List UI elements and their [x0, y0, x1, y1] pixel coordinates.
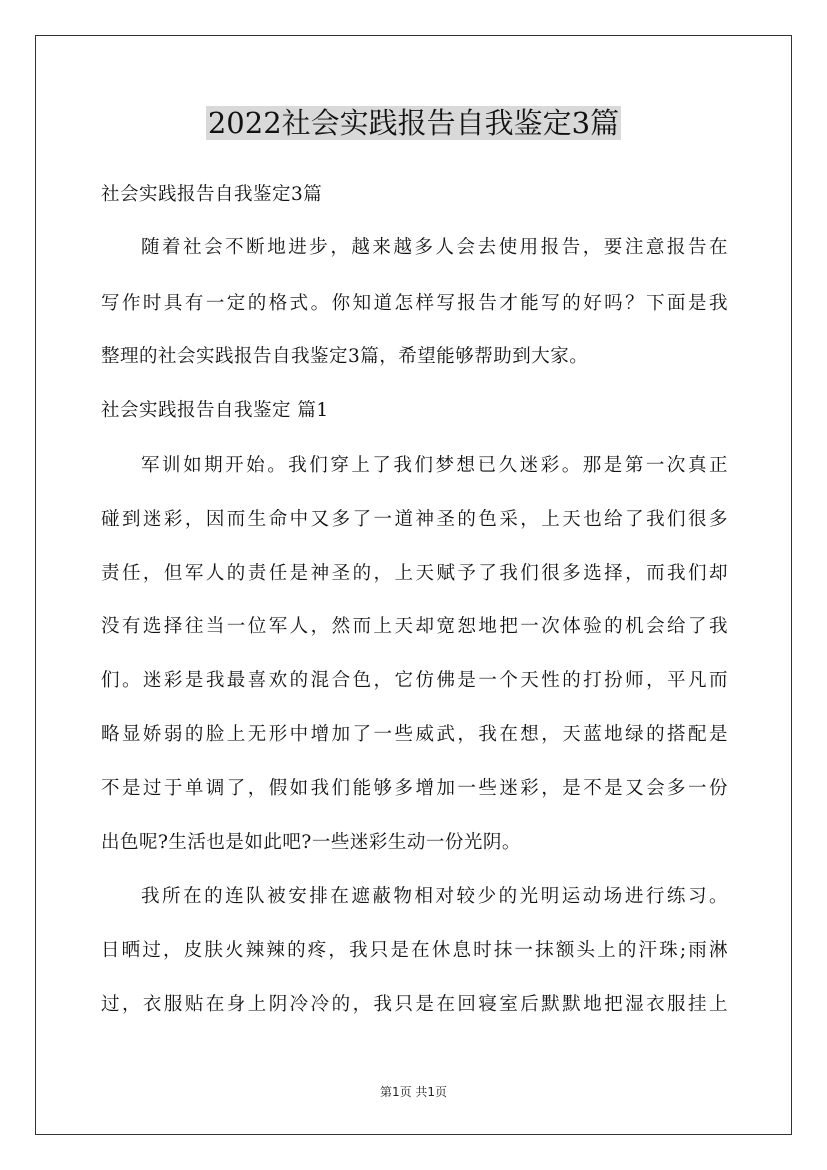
paragraph1-line-5: 们。迷彩是我最喜欢的混合色，它仿佛是一个天性的打扮师，平凡而 [101, 670, 728, 691]
page-footer: 第1页 共1页 [379, 1085, 448, 1099]
paragraph1-line-1: 军训如期开始。我们穿上了我们梦想已久迷彩。那是第一次真正 [141, 455, 728, 476]
paragraph2-line-2: 日晒过，皮肤火辣辣的疼，我只是在休息时抹一抹额头上的汗珠;雨淋 [101, 940, 728, 961]
intro-line-2: 写作时具有一定的格式。你知道怎样写报告才能写的好吗？下面是我 [101, 293, 728, 314]
paragraph1-line-6: 略显娇弱的脸上无形中增加了一些威武，我在想，天蓝地绿的搭配是 [101, 724, 728, 745]
paragraph1-line-3: 责任，但军人的责任是神圣的，上天赋予了我们很多选择，而我们却 [101, 563, 728, 584]
intro-line-3: 整理的社会实践报告自我鉴定3篇，希望能够帮助到大家。 [101, 346, 589, 367]
intro-line-1: 随着社会不断地进步，越来越多人会去使用报告，要注意报告在 [141, 237, 728, 258]
paragraph2-line-1: 我所在的连队被安排在遮蔽物相对较少的光明运动场进行练习。 [141, 886, 728, 907]
paragraph2-line-3: 过，衣服贴在身上阴冷冷的，我只是在回寝室后默默地把湿衣服挂上 [101, 994, 728, 1015]
paragraph1-line-8: 出色呢?生活也是如此吧?一些迷彩生动一份光阴。 [101, 832, 521, 853]
paragraph1-line-7: 不是过于单调了，假如我们能够多增加一些迷彩，是不是又会多一份 [101, 778, 728, 799]
subtitle: 社会实践报告自我鉴定3篇 [101, 184, 323, 205]
document-title [0, 103, 827, 143]
document-title-text: 2022社会实践报告自我鉴定3篇 [207, 106, 620, 140]
paragraph1-line-4: 没有选择往当一位军人，然而上天却宽恕地把一次体验的机会给了我 [101, 616, 728, 637]
paragraph1-line-2: 碰到迷彩，因而生命中又多了一道神圣的色采，上天也给了我们很多 [101, 509, 728, 530]
section-heading: 社会实践报告自我鉴定 篇1 [101, 400, 329, 421]
